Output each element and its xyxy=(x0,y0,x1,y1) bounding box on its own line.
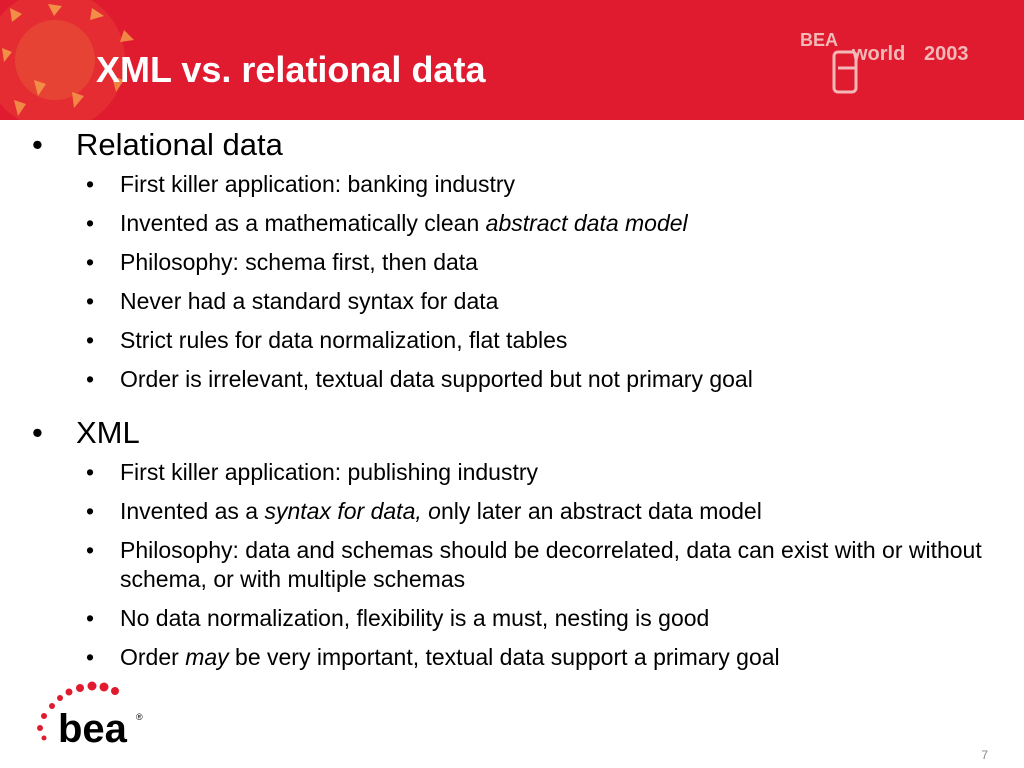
section-gap xyxy=(30,404,1015,414)
bullet-item xyxy=(30,287,1015,316)
bullet-text: Philosophy: data and schemas should be decorrelated, data can exist with or without schema, or with multiple schemas xyxy=(120,537,982,592)
bullet-icon: • xyxy=(86,459,95,485)
bea-logo-text: bea xyxy=(58,707,127,750)
bullet-item xyxy=(30,536,1015,594)
bullet-item xyxy=(30,497,1015,526)
bullet-icon: • xyxy=(86,210,95,236)
bullet-item xyxy=(30,248,1015,277)
slide-body xyxy=(30,126,1015,682)
bullet-icon: • xyxy=(32,415,43,450)
bullet-icon: • xyxy=(86,498,95,524)
bullet-item xyxy=(30,170,1015,199)
bullet-item xyxy=(30,604,1015,633)
emphasis-text: may xyxy=(185,644,229,670)
registered-mark: ® xyxy=(136,712,143,722)
bullet-text: Invented as a mathematically clean xyxy=(120,210,486,236)
bullet-icon: • xyxy=(86,605,95,631)
world-word: world xyxy=(852,43,906,65)
bullet-icon: • xyxy=(86,288,95,314)
emphasis-text: syntax for data, o xyxy=(264,498,441,524)
eworld-logo xyxy=(800,20,990,100)
section-heading xyxy=(30,126,1015,164)
bullet-text: be very important, textual data support a primary goal xyxy=(228,644,780,670)
bullet-item xyxy=(30,643,1015,672)
bullet-text: Strict rules for data normalization, flat tables xyxy=(120,327,568,353)
bea-word: BEA xyxy=(800,30,839,50)
title-banner xyxy=(0,0,1024,120)
bullet-item xyxy=(30,209,1015,238)
section-heading-text: XML xyxy=(76,415,140,450)
bullet-item xyxy=(30,326,1015,355)
bullet-icon: • xyxy=(86,644,95,670)
bullet-text: Order is irrelevant, textual data supported but not primary goal xyxy=(120,366,753,392)
year-word: 2003 xyxy=(924,43,969,65)
bullet-text: Order xyxy=(120,644,186,670)
bullet-text: First killer application: banking industry xyxy=(120,171,516,197)
bullet-icon: • xyxy=(86,366,95,392)
bea-logo-icon xyxy=(32,680,154,750)
slide-title: XML vs. relational data xyxy=(96,49,486,90)
bullet-icon: • xyxy=(86,327,95,353)
bullet-icon: • xyxy=(86,171,95,197)
bullet-text: Philosophy: schema first, then data xyxy=(120,249,478,275)
bullet-icon: • xyxy=(86,537,95,563)
section-heading xyxy=(30,414,1015,452)
emphasis-text: abstract data model xyxy=(485,210,688,236)
section-heading-text: Relational data xyxy=(76,127,283,162)
bullet-text: First killer application: publishing industry xyxy=(120,459,539,485)
bullet-text: No data normalization, flexibility is a must, nesting is good xyxy=(120,605,710,631)
bullet-item xyxy=(30,458,1015,487)
bullet-text: Invented as a xyxy=(120,498,265,524)
page-number: 7 xyxy=(981,748,988,762)
bullet-icon: • xyxy=(32,127,43,162)
bullet-text: Never had a standard syntax for data xyxy=(120,288,499,314)
bullet-item xyxy=(30,365,1015,394)
bullet-icon: • xyxy=(86,249,95,275)
bullet-text: nly later an abstract data model xyxy=(440,498,762,524)
